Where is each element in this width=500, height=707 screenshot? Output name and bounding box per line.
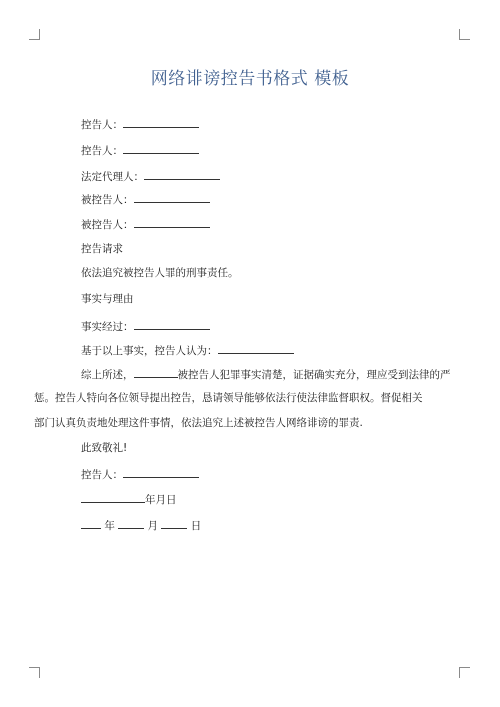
legal-rep-label: 法定代理人：: [81, 171, 144, 183]
legal-rep-blank[interactable]: [144, 168, 220, 180]
accuser-label-2: 控告人：: [81, 145, 123, 157]
year-label: 年: [104, 520, 115, 532]
date-blank[interactable]: [81, 491, 145, 503]
facts-heading: 事实与理由: [81, 293, 134, 305]
document-title: 网络诽谤控告书格式 模板: [150, 69, 350, 89]
month-blank[interactable]: [118, 517, 144, 529]
date-label: 年月日: [145, 494, 177, 506]
month-label: 月: [147, 520, 159, 532]
accused-blank-1[interactable]: [134, 191, 210, 203]
accused-blank-2[interactable]: [134, 216, 210, 228]
request-heading: 控告请求: [81, 243, 123, 255]
corner-mark-top-left: [29, 29, 40, 40]
date-parts-line: [81, 517, 201, 533]
summary-line-3: 部门认真负责地处理这件事情，依法追究上述被控告人网络诽谤的罪责.: [34, 417, 363, 429]
accuser-blank-2[interactable]: [123, 142, 199, 154]
facts-field: [81, 318, 210, 334]
summary-prefix: 综上所述，: [81, 369, 134, 381]
accused-field-1: [81, 191, 210, 207]
summary-suffix: 被控告人犯罪事实清楚，证据确实充分，理应受到法律的严: [177, 369, 451, 381]
facts-blank[interactable]: [134, 318, 210, 330]
signature-label: 控告人：: [81, 469, 123, 481]
signature-blank[interactable]: [123, 466, 199, 478]
summary-line-1: [81, 366, 451, 382]
accused-field-2: [81, 216, 210, 232]
accuser-label-1: 控告人：: [81, 119, 123, 131]
facts-label: 事实经过：: [81, 321, 134, 333]
signature-field: [81, 466, 199, 482]
accused-label-2: 被控告人：: [81, 219, 134, 231]
accuser-field-1: [81, 116, 199, 132]
closing-salutation: 此致敬礼!: [81, 442, 128, 454]
based-on-blank[interactable]: [218, 342, 294, 354]
summary-line-2: 惩。控告人特向各位领导提出控告，恳请领导能够依法行使法律监督职权。督促相关: [34, 392, 423, 404]
accuser-field-2: [81, 142, 199, 158]
legal-rep-field: [81, 168, 220, 184]
accused-label-1: 被控告人：: [81, 194, 134, 206]
date-line: [81, 491, 177, 507]
request-text: 依法追究被控告人罪的刑事责任。: [81, 267, 239, 279]
day-blank[interactable]: [161, 517, 187, 529]
year-blank[interactable]: [81, 517, 101, 529]
based-on-label: 基于以上事实，控告人认为：: [81, 345, 218, 357]
summary-blank[interactable]: [134, 366, 178, 378]
corner-mark-bottom-right: [459, 667, 470, 678]
day-label: 日: [190, 520, 202, 532]
accuser-blank-1[interactable]: [123, 116, 199, 128]
corner-mark-bottom-left: [29, 667, 40, 678]
corner-mark-top-right: [459, 29, 470, 40]
based-on-field: [81, 342, 294, 358]
